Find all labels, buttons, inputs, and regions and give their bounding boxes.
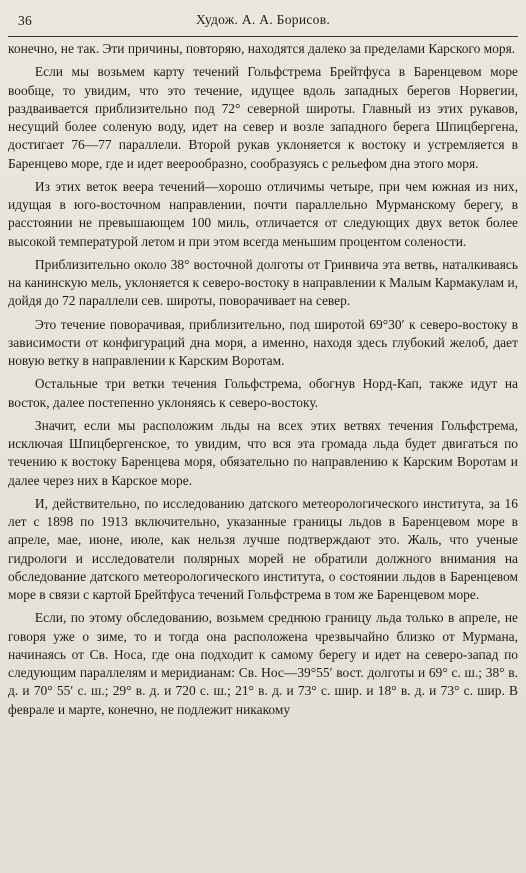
body-text <box>8 40 518 719</box>
header-rule <box>8 36 518 37</box>
paragraph: И, действительно, по исследованию датского метеорологического института, за 16 лет с 1898 по 1913 включительно, указанные границы льдов в Баренцевом море в апреле, мае, июне, июле, как нельзя лучше подтверждают это. Жаль, что ученые гидрологи и исследователи полярных морей не обратили должного внимания на обследование датского метеорологического института, о состоянии льдов в Баренцевом море в связи с картой Брейтфуса течений Гольфстрема в том же Баренцевом море. <box>8 495 518 602</box>
paragraph-continuation: конечно, не так. Эти причины, повторяю, находятся далеко за пределами Карского моря. <box>8 41 516 56</box>
paragraph: Из этих веток веера течений—хорошо отличимы четыре, при чем южная из них, идущая в юго-восточном направлении, почти параллельно Мурманскому берегу, в расстоянии не превышающем 100 миль, отличается от следующих двух веток более высокой температурой летом и при этом всегда меньшим процентом солености. <box>8 178 518 249</box>
paragraph: Если, по этому обследованию, возьмем среднюю границу льда только в апреле, не говоря уже о зиме, то и тогда она расположена чрезвычайно близко от Мурмана, начинаясь от Св. Носа, где она подходит к самому берегу и идет на северо-запад по следующим параллелям и меридианам: Св. Нос—39°55′ вост. долготы и 69° с. ш.; 38° в. д. и 70° 55′ с. ш.; 29° в. д. и 720 с. ш.; 21° в. д. и 73° с. шир. и 18° в. д. и 73° с. шир. В феврале и марте, конечно, не подлежит никакому <box>8 610 518 717</box>
page-number: 36 <box>18 13 33 28</box>
paragraph: Если мы возьмем карту течений Гольфстрема Брейтфуса в Баренцевом море вообще, то увидим, что это течение, идущее вдоль западных берегов Норвегии, раздваивается приблизительно под 72° северной широты. Главный из этих рукавов, несущий более соленую воду, идет на север и возле западного берега Шпицбергена, достигает 76—77 параллели. Второй рукав уклоняется к востоку и устремляется в Баренцево море, где и идет веерообразно, сообразуясь с рельефом дна этого моря. <box>8 64 518 171</box>
page-header <box>8 8 518 32</box>
paragraph: Остальные три ветки течения Гольфстрема, обогнув Норд-Кап, также идут на восток, далее постепенно уклоняясь к северо-востоку. <box>8 376 518 410</box>
running-title: Худож. А. А. Борисов. <box>195 12 331 27</box>
paragraph: Это течение поворачивая, приблизительно, под широтой 69°30′ к северо-востоку в зависимости от конфигураций дна моря, а именно, находя здесь глубокий желоб, дает новую ветку в направлении к Карским Воротам. <box>8 316 518 368</box>
paragraph: Приблизительно около 38° восточной долготы от Гринвича эта ветвь, наталкиваясь на канинскую мель, уклоняется к северо-востоку в направлении к Малым Кармакулам и, дойдя до 72 параллели сев. широты, поворачивает на север. <box>8 256 518 309</box>
paragraph: Значит, если мы расположим льды на всех этих ветвях течения Гольфстрема, исключая Шпицбергенское, то увидим, что вся эта громада льда будет двигаться по течению к востоку Баренцева моря, обязательно по направлению к Карским Воротам и далее через них в Карское море. <box>8 417 518 488</box>
